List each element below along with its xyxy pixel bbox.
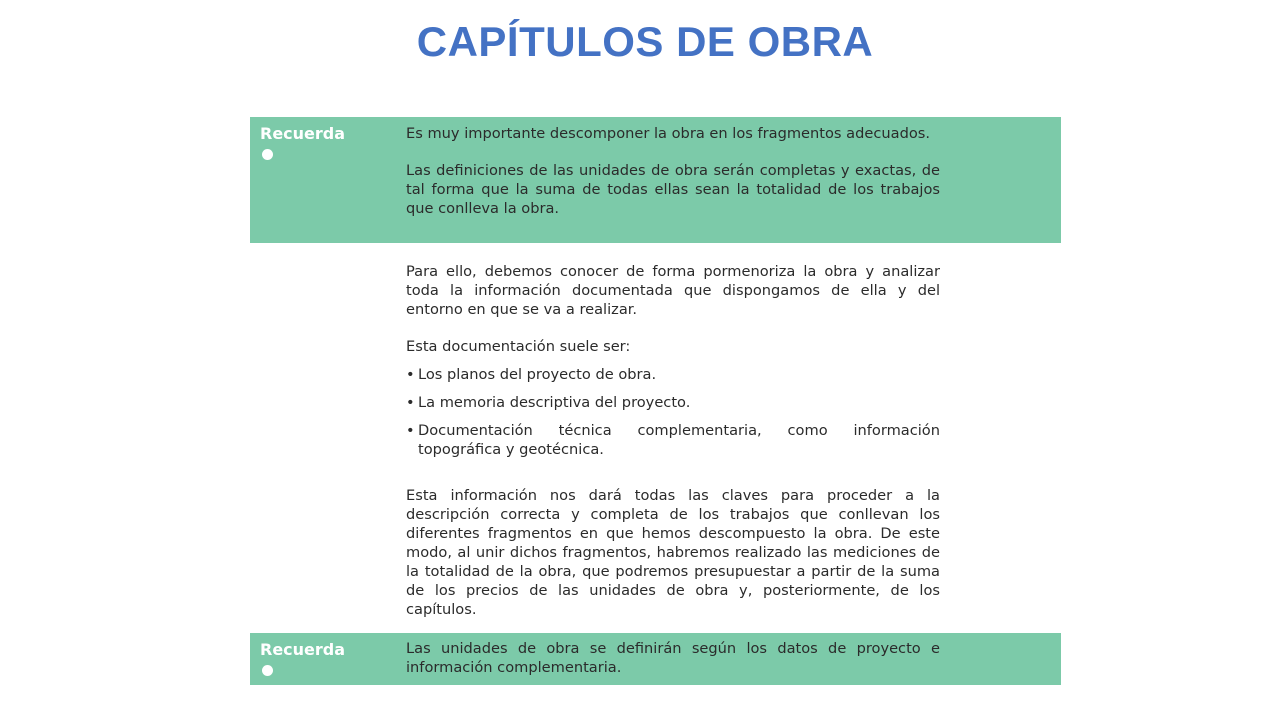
body-paragraph-2: Esta documentación suele ser:: [406, 338, 631, 355]
body-text: [406, 262, 940, 619]
reminder-text-bottom: [406, 639, 940, 677]
reminder-paragraph-1: Es muy importante descomponer la obra en los fragmentos adecuados.: [406, 125, 931, 142]
bullet-dot-icon: [262, 665, 273, 676]
reminder-paragraph-2: Las definiciones de las unidades de obra serán completas y exactas, de tal forma que la suma de todas ellas sean la totalidad de los trabajos que conlleva la obra.: [406, 162, 940, 217]
reminder-text-top: [406, 124, 940, 218]
reminder-paragraph: Las unidades de obra se definirán según los datos de proyecto e información complementaria.: [406, 640, 940, 676]
reminder-label: Recuerda: [260, 124, 346, 143]
list-item: • La memoria descriptiva del proyecto.: [406, 394, 691, 411]
body-paragraph-3: Esta información nos dará todas las claves para proceder a la descripción correcta y completa de los trabajos que conllevan los diferentes fragmentos en que hemos descompuesto la obra. De este modo, al unir dichos fragmentos, habremos realizado las mediciones de la totalidad de la obra, que podremos presupuestar a partir de la suma de los precios de las unidades de obra y, posteriormente, de los capítulos.: [406, 487, 940, 618]
reminder-label: Recuerda: [260, 640, 346, 659]
body-paragraph-1: Para ello, debemos conocer de forma pormenoriza la obra y analizar toda la información documentada que dispongamos de ella y del entorno en que se va a realizar.: [406, 263, 940, 318]
list-item: • Los planos del proyecto de obra.: [406, 366, 657, 383]
bullet-dot-icon: [262, 149, 273, 160]
page-title: CAPÍTULOS DE OBRA: [416, 18, 874, 65]
list-item: • Documentación técnica complementaria, como información topográfica y geotécnica.: [406, 422, 940, 458]
